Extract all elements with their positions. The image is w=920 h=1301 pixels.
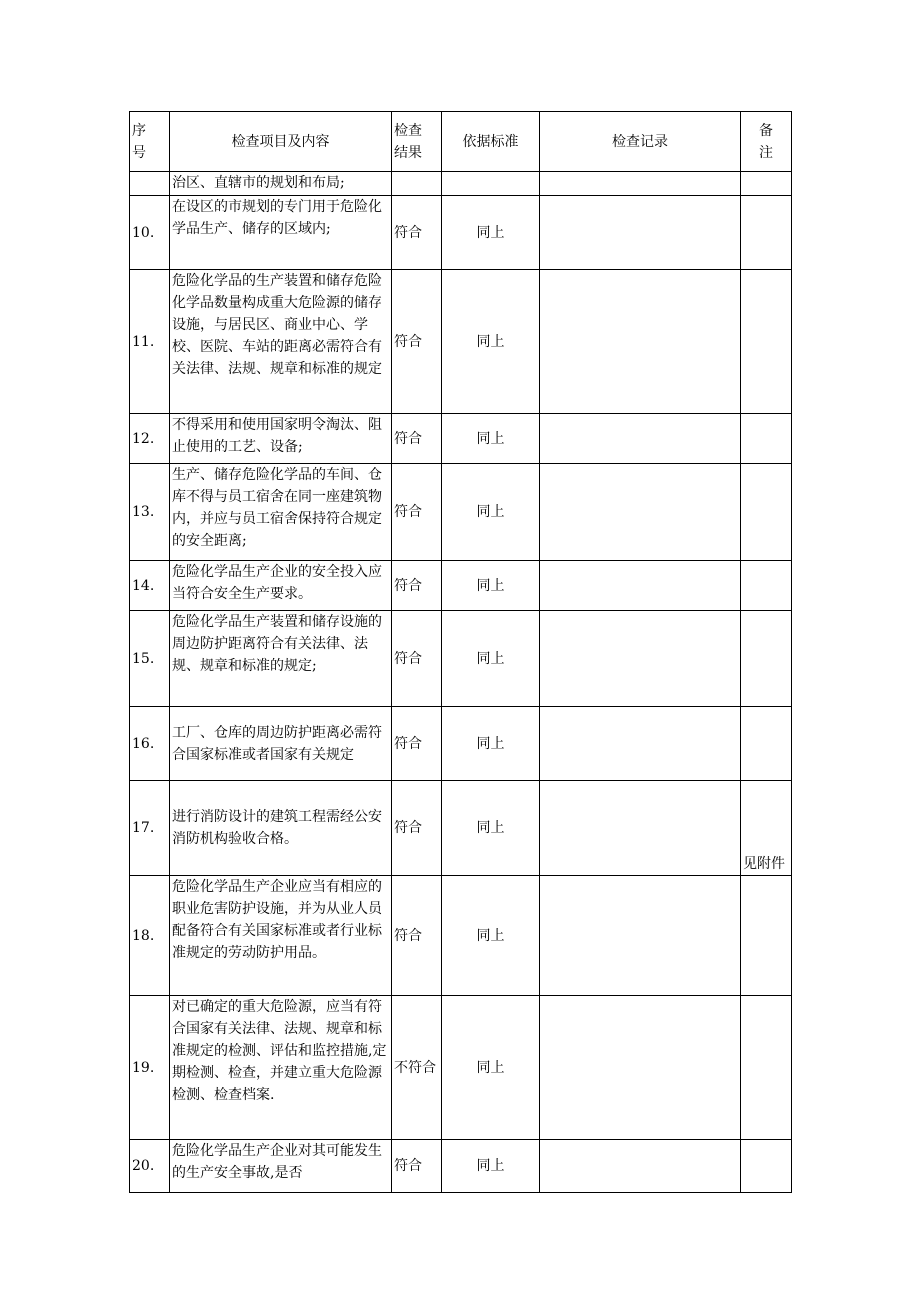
table-row <box>130 707 792 781</box>
row-standard: 同上 <box>442 561 540 611</box>
table-row <box>130 1140 792 1193</box>
inspection-table <box>129 111 792 1193</box>
row-record <box>540 611 741 707</box>
table-row <box>130 876 792 996</box>
row-number: 13. <box>130 464 170 561</box>
header-no <box>130 112 170 172</box>
table-row <box>130 414 792 464</box>
row-result <box>392 172 442 196</box>
row-standard: 同上 <box>442 707 540 781</box>
row-record <box>540 707 741 781</box>
header-no-line1: 序 <box>132 122 146 139</box>
table-row <box>130 196 792 270</box>
row-note <box>741 270 792 414</box>
row-item: 治区、直辖市的规划和布局; <box>170 172 392 196</box>
row-standard: 同上 <box>442 996 540 1140</box>
row-note <box>741 707 792 781</box>
row-item: 危险化学品的生产装置和储存危险化学品数量构成重大危险源的储存设施，与居民区、商业中心、学校、医院、车站的距离必需符合有关法律、法规、规章和标准的规定 <box>170 270 392 414</box>
row-item: 危险化学品生产企业对其可能发生的生产安全事故,是否 <box>170 1140 392 1193</box>
row-standard: 同上 <box>442 414 540 464</box>
row-item: 对已确定的重大危险源，应当有符合国家有关法律、法规、规章和标准规定的检测、评估和监控措施,定期检测、检查，并建立重大危险源检测、检查档案. <box>170 996 392 1140</box>
header-no-line2: 号 <box>132 144 146 161</box>
row-result: 符合 <box>392 561 442 611</box>
row-standard: 同上 <box>442 196 540 270</box>
row-standard: 同上 <box>442 464 540 561</box>
row-result: 不符合 <box>392 996 442 1140</box>
table-row <box>130 561 792 611</box>
row-number: 12. <box>130 414 170 464</box>
row-number: 15. <box>130 611 170 707</box>
header-record: 检查记录 <box>540 112 741 172</box>
row-result: 符合 <box>392 270 442 414</box>
row-note: 见附件 <box>741 781 792 876</box>
row-number: 17. <box>130 781 170 876</box>
row-number <box>130 172 170 196</box>
row-number: 10. <box>130 196 170 270</box>
row-item: 危险化学品生产装置和储存设施的周边防护距离符合有关法律、法规、规章和标准的规定; <box>170 611 392 707</box>
table-row <box>130 996 792 1140</box>
row-standard: 同上 <box>442 1140 540 1193</box>
row-standard: 同上 <box>442 611 540 707</box>
header-item: 检查项目及内容 <box>170 112 392 172</box>
row-record <box>540 172 741 196</box>
row-number: 14. <box>130 561 170 611</box>
row-item: 不得采用和使用国家明令淘汰、阻止使用的工艺、设备; <box>170 414 392 464</box>
row-record <box>540 196 741 270</box>
row-item: 工厂、仓库的周边防护距离必需符合国家标准或者国家有关规定 <box>170 707 392 781</box>
row-standard <box>442 172 540 196</box>
row-record <box>540 996 741 1140</box>
row-item: 危险化学品生产企业应当有相应的职业危害防护设施，并为从业人员配备符合有关国家标准或者行业标准规定的劳动防护用品。 <box>170 876 392 996</box>
row-result: 符合 <box>392 464 442 561</box>
row-record <box>540 414 741 464</box>
row-number: 19. <box>130 996 170 1140</box>
header-result-line1: 检查 <box>394 122 422 139</box>
table-row <box>130 611 792 707</box>
row-item: 生产、储存危险化学品的车间、仓库不得与员工宿舍在同一座建筑物内，并应与员工宿舍保持符合规定的安全距离; <box>170 464 392 561</box>
table-row <box>130 464 792 561</box>
row-standard: 同上 <box>442 781 540 876</box>
row-result: 符合 <box>392 1140 442 1193</box>
row-number: 11. <box>130 270 170 414</box>
row-result: 符合 <box>392 876 442 996</box>
row-note <box>741 414 792 464</box>
table-row <box>130 172 792 196</box>
table-row <box>130 270 792 414</box>
row-result: 符合 <box>392 196 442 270</box>
row-record <box>540 270 741 414</box>
row-result: 符合 <box>392 781 442 876</box>
row-result: 符合 <box>392 611 442 707</box>
header-note <box>741 112 792 172</box>
row-record <box>540 1140 741 1193</box>
row-number: 20. <box>130 1140 170 1193</box>
row-item: 危险化学品生产企业的安全投入应当符合安全生产要求。 <box>170 561 392 611</box>
row-result: 符合 <box>392 707 442 781</box>
header-result-line2: 结果 <box>394 144 422 161</box>
header-note-line2: 注 <box>759 144 773 161</box>
row-record <box>540 561 741 611</box>
row-note <box>741 1140 792 1193</box>
row-item: 进行消防设计的建筑工程需经公安消防机构验收合格。 <box>170 781 392 876</box>
row-record <box>540 876 741 996</box>
row-standard: 同上 <box>442 876 540 996</box>
table-row <box>130 781 792 876</box>
row-note <box>741 996 792 1140</box>
row-standard: 同上 <box>442 270 540 414</box>
row-number: 18. <box>130 876 170 996</box>
row-note <box>741 172 792 196</box>
row-item: 在设区的市规划的专门用于危险化学品生产、储存的区域内; <box>170 196 392 270</box>
row-note <box>741 464 792 561</box>
row-number: 16. <box>130 707 170 781</box>
row-record <box>540 781 741 876</box>
header-standard: 依据标准 <box>442 112 540 172</box>
header-result <box>392 112 442 172</box>
header-note-line1: 备 <box>759 122 773 139</box>
row-note <box>741 611 792 707</box>
row-record <box>540 464 741 561</box>
row-note <box>741 561 792 611</box>
header-row <box>130 112 792 172</box>
row-note <box>741 876 792 996</box>
row-result: 符合 <box>392 414 442 464</box>
row-note <box>741 196 792 270</box>
